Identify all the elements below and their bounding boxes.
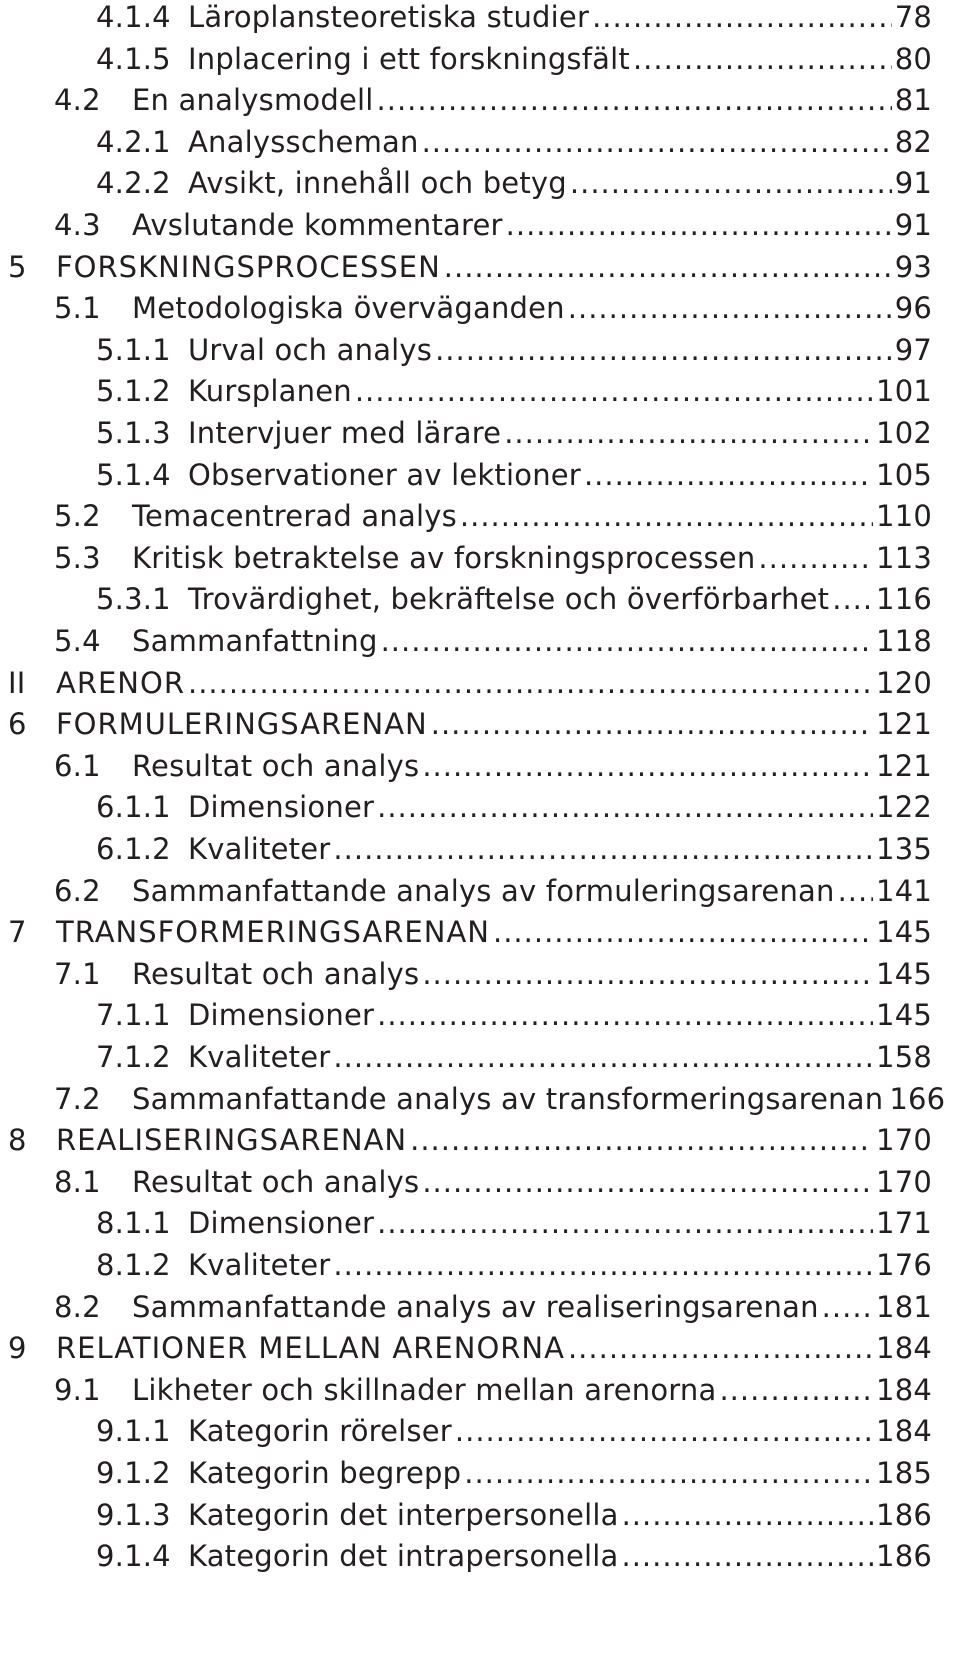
toc-entry-title: TRANSFORMERINGSARENAN [56,915,490,950]
toc-entry-number: 6.2 [54,873,101,908]
toc-entry-title: Sammanfattande analys av formuleringsarenan [132,873,835,908]
toc-entry-page-number: 170 [876,1164,932,1199]
toc-entry-page-number: 91 [894,166,932,201]
toc-entry[interactable] [54,78,932,122]
toc-entry[interactable] [96,827,932,871]
toc-entry-title: Kvaliteter [188,1248,331,1282]
toc-dot-leader [377,785,873,829]
toc-entry-number: 8 [8,1123,27,1158]
toc-entry-page-number: 145 [876,915,932,950]
toc-entry[interactable] [96,411,932,455]
toc-entry-page-number: 110 [876,499,932,534]
toc-entry-title: ARENOR [56,665,185,700]
toc-dot-leader [422,952,873,996]
toc-entry-page-number: 184 [876,1331,932,1366]
toc-entry-title: Kategorin det intrapersonella [188,1539,619,1574]
toc-entry-title: Resultat och analys [132,1164,420,1199]
toc-dot-leader [568,1326,873,1370]
toc-entry[interactable] [54,1077,946,1121]
toc-entry[interactable] [54,869,932,913]
toc-entry-number: 8.1.1 [96,1206,171,1241]
toc-dot-leader [377,78,892,122]
toc-entry-title: Urval och analys [188,332,433,367]
toc-dot-leader [333,827,873,871]
toc-entry-number: 6.1.2 [96,832,171,866]
toc-entry[interactable] [54,619,932,663]
toc-entry[interactable] [54,1285,932,1329]
toc-entry-page-number: 97 [894,332,932,367]
toc-dot-leader [633,37,892,81]
toc-entry-title: Sammanfattande analys av transformeringsarenan [132,1081,884,1116]
toc-dot-leader [464,1451,873,1495]
toc-dot-leader [377,1201,873,1245]
toc-entry-number: 5.1.2 [96,374,171,409]
toc-entry-title: Intervjuer med lärare [188,416,502,450]
toc-entry-title: Dimensioner [188,998,375,1033]
toc-entry[interactable] [54,494,932,538]
toc-dot-leader [355,369,873,413]
toc-entry-title: FORSKNINGSPROCESSEN [56,249,441,284]
toc-entry-page-number: 118 [876,624,932,658]
toc-entry-title: Analysscheman [188,124,419,159]
toc-entry-page-number: 145 [876,956,932,991]
toc-entry-title: Läroplansteoretiska studier [188,0,590,34]
toc-dot-leader [188,661,873,705]
toc-dot-leader [822,1285,873,1329]
toc-entry-number: 5.3 [54,540,101,575]
toc-dot-leader [719,1368,873,1412]
toc-dot-leader [622,1534,874,1578]
toc-dot-leader [422,1160,873,1204]
toc-entry-page-number: 80 [894,41,932,76]
toc-entry-title: Kvaliteter [188,832,331,866]
toc-entry-title: Avsikt, innehåll och betyg [188,166,567,201]
toc-entry[interactable] [96,993,932,1037]
toc-entry-page-number: 158 [876,1040,932,1074]
toc-entry[interactable] [96,120,932,164]
toc-entry-number: 6.1 [54,748,101,783]
toc-entry-title: Sammanfattning [132,624,378,658]
toc-entry-page-number: 185 [876,1456,932,1490]
toc-dot-leader [592,0,892,39]
toc-dot-leader [444,245,892,289]
toc-entry-title: Kategorin det interpersonella [188,1497,619,1532]
toc-entry-title: FORMULERINGSARENAN [56,707,428,742]
toc-dot-leader [568,286,892,330]
toc-entry-page-number: 181 [876,1289,932,1324]
toc-entry-number: 9.1.3 [96,1497,171,1532]
toc-entry-page-number: 105 [876,457,932,492]
toc-entry-title: Kritisk betraktelse av forskningsprocessen [132,540,756,575]
toc-entry-number: 4.2.2 [96,166,171,201]
toc-entry-title: Kategorin rörelser [188,1414,452,1449]
toc-entry-number: 5.4 [54,624,101,658]
toc-entry[interactable] [96,1243,932,1287]
toc-entry-title: Kategorin begrepp [188,1456,462,1490]
toc-entry-number: 6 [8,707,27,742]
toc-dot-leader [758,536,873,580]
toc-entry-number: 5.1 [54,291,101,326]
toc-entry-number: 9.1 [54,1372,101,1407]
toc-entry-title: Metodologiska överväganden [132,291,565,326]
toc-entry-title: Inplacering i ett forskningsfält [188,41,630,76]
toc-entry[interactable] [96,328,932,372]
toc-entry[interactable] [8,702,932,746]
toc-entry[interactable] [54,1160,932,1204]
toc-entry-title: Resultat och analys [132,748,420,783]
toc-entry-number: 4.1.5 [96,41,171,76]
toc-entry-page-number: 145 [876,998,932,1033]
toc-entry-page-number: 91 [894,208,932,242]
toc-dot-leader [431,702,873,746]
toc-entry-page-number: 120 [876,665,932,700]
toc-entry[interactable] [96,577,932,621]
toc-entry-number: 9.1.2 [96,1456,171,1490]
toc-entry[interactable] [96,1409,932,1453]
toc-entry-page-number: 122 [876,790,932,825]
toc-entry[interactable] [54,203,932,247]
toc-entry-number: 5.1.1 [96,332,171,367]
toc-dot-leader [410,1118,873,1162]
toc-entry-page-number: 82 [894,124,932,159]
toc-entry-number: 5 [8,249,27,284]
toc-entry-number: 5.1.3 [96,416,171,450]
toc-entry-page-number: 116 [876,582,932,617]
toc-entry[interactable] [96,161,932,205]
toc-entry-page-number: 78 [894,0,932,34]
toc-dot-leader [333,1035,873,1079]
toc-entry-number: 6.1.1 [96,790,171,825]
toc-entry-page-number: 81 [894,83,932,118]
toc-entry-number: 8.1.2 [96,1248,171,1282]
toc-entry-page-number: 101 [876,374,932,409]
toc-entry[interactable] [54,286,932,330]
toc-entry-title: Trovärdighet, bekräftelse och överförbarhet [188,582,830,617]
toc-dot-leader [422,744,873,788]
toc-dot-leader [584,453,873,497]
toc-entry[interactable] [96,1035,932,1079]
toc-entry-number: 7.1 [54,956,101,991]
toc-entry-title: Kvaliteter [188,1040,331,1074]
toc-dot-leader [504,411,873,455]
toc-entry-page-number: 184 [876,1414,932,1449]
toc-entry-page-number: 141 [876,873,932,908]
toc-entry-title: Likheter och skillnader mellan arenorna [132,1372,717,1407]
toc-entry[interactable] [54,1368,932,1412]
toc-entry-title: Observationer av lektioner [188,457,581,492]
toc-entry[interactable] [96,37,932,81]
toc-entry-page-number: 176 [876,1248,932,1282]
toc-entry[interactable] [54,536,932,580]
toc-dot-leader [435,328,892,372]
toc-entry-title: REALISERINGSARENAN [56,1123,408,1158]
toc-entry[interactable] [8,910,932,954]
toc-entry-page-number: 113 [876,540,932,575]
toc-entry[interactable] [54,952,932,996]
toc-dot-leader [838,869,873,913]
toc-entry-page-number: 186 [876,1497,932,1532]
toc-entry[interactable] [8,661,932,705]
toc-entry[interactable] [54,744,932,788]
toc-entry-page-number: 96 [894,291,932,326]
toc-entry-title: Sammanfattande analys av realiseringsarenan [132,1289,819,1324]
toc-entry-page-number: 184 [876,1372,932,1407]
toc-entry-number: 7.2 [54,1081,101,1116]
toc-entry-number: 8.2 [54,1289,101,1324]
toc-entry-number: 7.1.2 [96,1040,171,1074]
toc-entry-title: Dimensioner [188,790,375,825]
toc-entry-number: 7.1.1 [96,998,171,1033]
toc-entry[interactable] [96,1534,932,1578]
toc-entry-page-number: 170 [876,1123,932,1158]
toc-dot-leader [455,1409,873,1453]
toc-entry-page-number: 171 [876,1206,932,1241]
toc-entry-title: Dimensioner [188,1206,375,1241]
toc-entry[interactable] [8,1118,932,1162]
toc-entry-number: II [8,665,26,700]
toc-entry[interactable] [96,785,932,829]
toc-entry-title: Temacentrerad analys [132,499,457,534]
toc-dot-leader [832,577,873,621]
toc-entry[interactable] [96,1201,932,1245]
toc-entry[interactable] [96,1451,932,1495]
toc-entry-number: 4.2.1 [96,124,171,159]
toc-dot-leader [377,993,873,1037]
toc-entry-number: 5.3.1 [96,582,171,617]
toc-entry-number: 4.2 [54,83,101,118]
toc-dot-leader [333,1243,873,1287]
toc-entry-title: Kursplanen [188,374,352,409]
toc-dot-leader [506,203,892,247]
toc-entry-page-number: 102 [876,416,932,450]
toc-dot-leader [460,494,873,538]
toc-entry-page-number: 121 [876,707,932,742]
toc-entry[interactable] [96,453,932,497]
toc-entry[interactable] [96,1493,932,1537]
toc-entry-number: 9.1.1 [96,1414,171,1449]
toc-entry-title: RELATIONER MELLAN ARENORNA [56,1331,565,1366]
toc-dot-leader [493,910,873,954]
toc-entry-number: 5.2 [54,499,101,534]
toc-entry-number: 9 [8,1331,27,1366]
toc-dot-leader [422,120,892,164]
toc-entry-number: 4.1.4 [96,0,171,34]
toc-entry[interactable] [8,245,932,289]
toc-entry-page-number: 166 [889,1081,946,1116]
toc-entry[interactable] [96,0,932,39]
toc-entry-title: Avslutande kommentarer [132,208,503,242]
toc-dot-leader [381,619,873,663]
toc-entry[interactable] [96,369,932,413]
toc-entry-page-number: 93 [894,249,932,284]
toc-dot-leader [622,1493,873,1537]
toc-entry-number: 9.1.4 [96,1539,171,1574]
toc-entry-number: 5.1.4 [96,457,171,492]
toc-entry[interactable] [8,1326,932,1370]
toc-entry-page-number: 121 [876,748,932,783]
toc-entry-number: 4.3 [54,208,101,242]
toc-entry-page-number: 135 [876,832,932,866]
toc-entry-page-number: 186 [876,1539,932,1574]
toc-entry-number: 7 [8,915,27,950]
toc-entry-title: En analysmodell [132,83,374,118]
toc-entry-number: 8.1 [54,1164,101,1199]
toc-dot-leader [570,161,892,205]
toc-entry-title: Resultat och analys [132,956,420,991]
